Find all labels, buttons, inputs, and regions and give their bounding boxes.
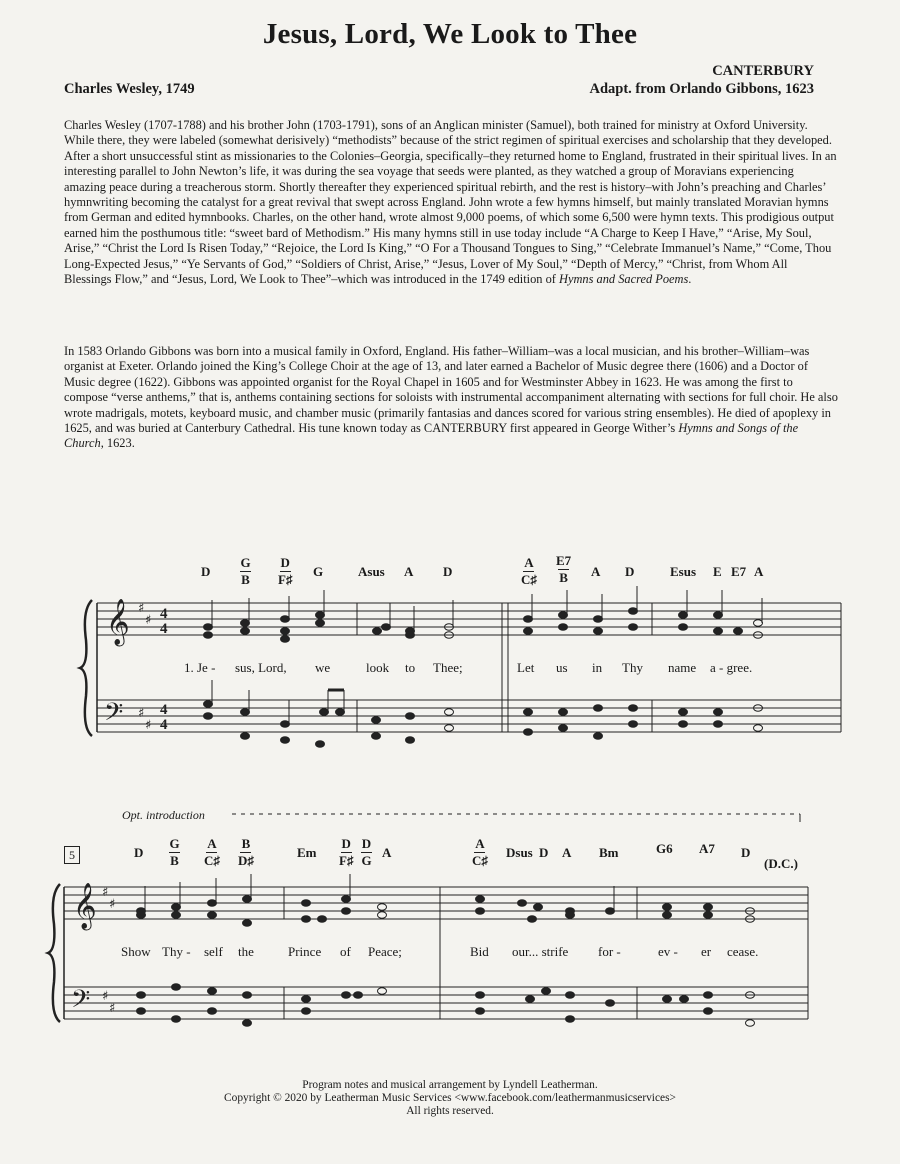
lyric: Bid bbox=[470, 944, 489, 959]
svg-text:♯: ♯ bbox=[102, 885, 109, 900]
chord: D F♯ bbox=[339, 836, 354, 868]
tune-credit: Adapt. from Orlando Gibbons, 1623 bbox=[589, 81, 814, 97]
chord: E bbox=[713, 564, 722, 579]
system2-treble-notes bbox=[137, 874, 755, 926]
svg-text:♯: ♯ bbox=[109, 897, 116, 912]
svg-text:4: 4 bbox=[160, 621, 168, 637]
lyric: Thy - bbox=[162, 944, 191, 959]
lyric: to bbox=[405, 660, 416, 675]
svg-text:𝄞: 𝄞 bbox=[106, 599, 130, 645]
chord: D F♯ bbox=[278, 555, 293, 587]
book-title: Hymns and Sacred Poems bbox=[559, 272, 689, 287]
chord: A C♯ bbox=[204, 836, 220, 868]
paragraph-text: Charles Wesley (1707-1788) and his brother John (1703-1791), sons of an Anglican minister (Samuel), both trained for ministry at Oxford University. While there, they were labeled (somewhat derisively) “methodists” because of the strict regimen of spiritual exercises and scholarship that they developed. After a short unsuccessful stint as missionaries to the Colonies–Georgia, specifically–they returned home to England, frustrated in their spiritual lives. In an interesting parallel to John Newton’s life, it was during the sea voyage that seeds were planted, as they watched a group of Moravians experiencing amazing peace during a treacherous storm. Shortly thereafter they experienced spiritual rebirth, and the rest is history–with John’s preaching and Charles’ hymnwriting becoming the catalyst for a great revival that swept across England. John wrote a few hymns himself, but mainly translated Moravian hymns from German and edited hymnbooks. Charles, on the other hand, wrote almost 9,000 poems, of which some 6,500 were hymn texts. This prodigious output earned him the posthumous title: “sweet bard of Methodism.” His many hymns still in use today include “A Charge to Keep I Have,” “Arise, My Soul, Arise,” “Christ the Lord Is Risen Today,” “Rejoice, the Lord Is King,” “O For a Thousand Tongues to Sing,” “Celebrate Immanuel’s Name,” “Come, Thou Long-Expected Jesus,” “Ye Servants of God,” “Soldiers of Christ, Arise,” “Jesus, Lover of My Soul,” “Depth of Mercy,” “Christ, from Whom All Blessings Flow,” and “Jesus, Lord, We Look to Thee”–which was introduced in the 1749 edition of bbox=[64, 118, 837, 287]
chord: G B bbox=[169, 836, 180, 868]
lyric: er bbox=[701, 944, 712, 959]
lyric: 1. Je - bbox=[184, 660, 216, 675]
chord: D bbox=[443, 564, 453, 579]
chord: D G bbox=[361, 836, 372, 868]
chord: A bbox=[591, 564, 601, 579]
lyric: our... strife bbox=[512, 944, 569, 959]
footer-rights: All rights reserved. bbox=[406, 1105, 494, 1117]
chord: A bbox=[754, 564, 764, 579]
chord: D bbox=[741, 845, 751, 860]
lyric: Thy bbox=[622, 660, 643, 675]
lyric: in bbox=[592, 660, 603, 675]
chord: A bbox=[382, 845, 392, 860]
svg-text:♯: ♯ bbox=[109, 1001, 116, 1016]
chord: Bm bbox=[599, 845, 619, 860]
da-capo-marking: (D.C.) bbox=[764, 856, 798, 871]
chord: D bbox=[539, 845, 549, 860]
lyric: of bbox=[340, 944, 351, 959]
lyric: Thee; bbox=[433, 660, 463, 675]
lyric: self bbox=[204, 944, 223, 959]
paragraph-text: In 1583 Orlando Gibbons was born into a musical family in Oxford, England. His father–William–was a local musician, and his brother–William–was organist at Exeter. Orlando joined the King’s College Choir at the age of 13, and later earned a Bachelor of Music degree there (1606) and a Doctor of Music degree (1622). Gibbons was appointed organist for the Royal Chapel in 1605 and for Westminster Abbey in 1623. He was among the first to compose “verse anthems,” that is, anthems containing sections for soloists with instrumental accompaniment alternating with sections for full choir. He also wrote madrigals, motets, keyboard music, and chamber music (primarily fantasias and dances scored for various string ensembles). He died of apoplexy in 1625, and was buried at Canterbury Cathedral. His tune known today as CANTERBURY first appeared in George Wither’s bbox=[64, 344, 838, 436]
lyric: sus, Lord, bbox=[235, 660, 287, 675]
chord: B D♯ bbox=[238, 836, 254, 868]
chord: A C♯ bbox=[472, 836, 488, 868]
svg-text:♯: ♯ bbox=[138, 706, 145, 721]
lyric: a - gree. bbox=[710, 660, 753, 675]
measure-number: 5 bbox=[64, 846, 80, 864]
chord: Asus bbox=[358, 564, 385, 579]
page-title: Jesus, Lord, We Look to Thee bbox=[262, 18, 638, 50]
system2-bass-notes bbox=[137, 984, 755, 1027]
system1-treble-notes bbox=[204, 586, 763, 642]
chord: D bbox=[134, 845, 144, 860]
chord: Esus bbox=[670, 564, 697, 579]
lyric: we bbox=[315, 660, 331, 675]
chord: E7 bbox=[731, 564, 747, 579]
book-title: Hymns and Songs of the Church bbox=[64, 421, 799, 451]
svg-text:4: 4 bbox=[160, 717, 168, 733]
svg-text:𝄢: 𝄢 bbox=[104, 698, 124, 733]
optional-introduction-label: Opt. introduction bbox=[122, 808, 205, 822]
svg-text:♯: ♯ bbox=[145, 718, 152, 733]
svg-text:4: 4 bbox=[160, 702, 168, 718]
lyric: Peace; bbox=[368, 944, 402, 959]
paragraph-end: . bbox=[688, 272, 692, 287]
svg-text:𝄞: 𝄞 bbox=[73, 883, 97, 929]
chord: G bbox=[313, 564, 324, 579]
chord: A bbox=[562, 845, 572, 860]
chord: A C♯ bbox=[521, 555, 537, 587]
lyric: name bbox=[668, 660, 697, 675]
svg-text:♯: ♯ bbox=[138, 601, 145, 616]
chord: E7 B bbox=[556, 553, 572, 585]
tune-name: CANTERBURY bbox=[712, 63, 814, 79]
lyric: us bbox=[556, 660, 568, 675]
lyric: for - bbox=[598, 944, 621, 959]
chord: Em bbox=[297, 845, 317, 860]
chord: G6 bbox=[656, 841, 673, 856]
copyright-footer bbox=[0, 1079, 900, 1118]
footer-credit: Program notes and musical arrangement by Lyndell Leatherman. bbox=[302, 1079, 598, 1091]
author-credit: Charles Wesley, 1749 bbox=[64, 81, 195, 97]
svg-text:♯: ♯ bbox=[102, 989, 109, 1004]
system1-bass-notes bbox=[204, 680, 763, 747]
chord: G B bbox=[240, 555, 251, 587]
paragraph-end: , 1623. bbox=[100, 436, 135, 451]
chord: A7 bbox=[699, 841, 715, 856]
svg-text:𝄢: 𝄢 bbox=[71, 985, 91, 1020]
chord: D bbox=[201, 564, 211, 579]
chord: A bbox=[404, 564, 414, 579]
chord: Dsus bbox=[506, 845, 533, 860]
lyric: look bbox=[366, 660, 390, 675]
lyric: the bbox=[238, 944, 254, 959]
svg-text:♯: ♯ bbox=[145, 613, 152, 628]
footer-copyright: Copyright © 2020 by Leatherman Music Services <www.facebook.com/leathermanmusicservices> bbox=[224, 1092, 676, 1104]
lyric: ev - bbox=[658, 944, 678, 959]
svg-text:4: 4 bbox=[160, 606, 168, 622]
lyric: Prince bbox=[288, 944, 322, 959]
lyric: cease. bbox=[727, 944, 759, 959]
system2-bass-staff bbox=[64, 987, 808, 1019]
lyric: Show bbox=[121, 944, 151, 959]
chord: D bbox=[625, 564, 635, 579]
lyric: Let bbox=[517, 660, 535, 675]
